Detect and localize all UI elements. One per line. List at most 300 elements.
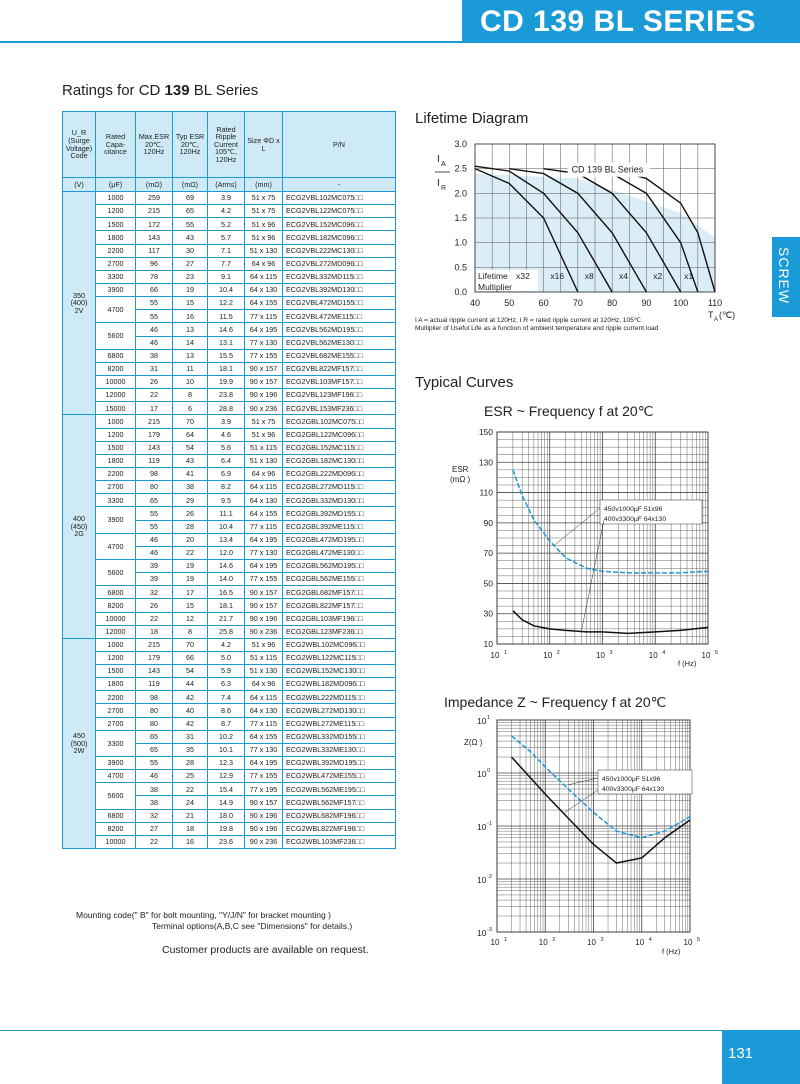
table-row bbox=[63, 625, 396, 638]
part-number-cell: ECG2WBL272MD130□□ bbox=[283, 704, 396, 717]
size-cell: 77 x 155 bbox=[245, 573, 283, 586]
capacitance-cell: 1000 bbox=[96, 415, 136, 428]
typ-esr-cell: 54 bbox=[173, 441, 208, 454]
typ-esr-cell: 22 bbox=[173, 546, 208, 559]
size-cell: 90 x 157 bbox=[245, 362, 283, 375]
size-cell: 64 x 195 bbox=[245, 559, 283, 572]
part-number-cell: ECG2WBL222MD115□□ bbox=[283, 691, 396, 704]
table-row bbox=[63, 717, 396, 730]
legend-label: 400v3300μF 64x130 bbox=[604, 516, 667, 523]
size-cell: 51 x 115 bbox=[245, 441, 283, 454]
capacitance-cell: 15000 bbox=[96, 402, 136, 415]
size-cell: 90 x 196 bbox=[245, 612, 283, 625]
typ-esr-cell: 70 bbox=[173, 415, 208, 428]
ripple-current-cell: 8.6 bbox=[208, 704, 245, 717]
impedance-chart bbox=[440, 712, 740, 957]
typ-esr-cell: 29 bbox=[173, 494, 208, 507]
ripple-current-cell: 23.8 bbox=[208, 389, 245, 402]
ripple-current-cell: 12.0 bbox=[208, 546, 245, 559]
esr-chart bbox=[440, 420, 740, 670]
table-row bbox=[63, 375, 396, 388]
voltage-group-cell bbox=[63, 415, 96, 638]
ripple-current-cell: 14.0 bbox=[208, 573, 245, 586]
size-cell: 77 x 130 bbox=[245, 546, 283, 559]
y-tick-label: 3.0 bbox=[454, 139, 467, 149]
part-number-cell: ECG2VBL153MF236□□ bbox=[283, 402, 396, 415]
capacitance-cell: 4700 bbox=[96, 533, 136, 559]
x-tick-exp: 1 bbox=[504, 650, 508, 656]
typ-esr-cell: 40 bbox=[173, 704, 208, 717]
capacitance-cell: 2700 bbox=[96, 257, 136, 270]
x-tick-label: 10 bbox=[490, 651, 500, 660]
table-row bbox=[63, 704, 396, 717]
max-esr-cell: 98 bbox=[136, 467, 173, 480]
ripple-current-cell: 16.5 bbox=[208, 586, 245, 599]
table-row bbox=[63, 730, 396, 743]
table-body bbox=[63, 192, 396, 849]
typ-esr-cell: 16 bbox=[173, 835, 208, 848]
size-cell: 64 x 155 bbox=[245, 507, 283, 520]
part-number-cell: ECG2GBL122MC096□□ bbox=[283, 428, 396, 441]
capacitance-cell: 6800 bbox=[96, 586, 136, 599]
table-row bbox=[63, 822, 396, 835]
table-row bbox=[63, 257, 396, 270]
x-tick-label: 40 bbox=[469, 298, 481, 308]
voltage-group-cell bbox=[63, 638, 96, 848]
ripple-current-cell: 10.1 bbox=[208, 743, 245, 756]
table-row bbox=[63, 481, 396, 494]
typ-esr-cell: 41 bbox=[173, 467, 208, 480]
size-cell: 90 x 196 bbox=[245, 809, 283, 822]
part-number-cell: ECG2WBL272ME115□□ bbox=[283, 717, 396, 730]
ratings-title-post: BL Series bbox=[189, 82, 259, 99]
part-number-cell: ECG2WBL682MF196□□ bbox=[283, 809, 396, 822]
max-esr-cell: 80 bbox=[136, 704, 173, 717]
x-tick-label: 10 bbox=[648, 651, 658, 660]
max-esr-cell: 32 bbox=[136, 586, 173, 599]
capacitance-cell: 8200 bbox=[96, 822, 136, 835]
legend-label: 450v1000μF 51x96 bbox=[604, 506, 663, 513]
lifetime-footnote: Multiplier of Useful Life as a function of ambient temperature and ripple current load bbox=[415, 325, 659, 332]
ripple-current-cell: 12.2 bbox=[208, 297, 245, 310]
table-row bbox=[63, 415, 396, 428]
max-esr-cell: 22 bbox=[136, 612, 173, 625]
max-esr-cell: 18 bbox=[136, 625, 173, 638]
max-esr-cell: 80 bbox=[136, 717, 173, 730]
y-label-bottom-sub: R bbox=[441, 185, 447, 192]
ripple-current-cell: 6.9 bbox=[208, 467, 245, 480]
ripple-current-cell: 15.5 bbox=[208, 349, 245, 362]
table-row bbox=[63, 467, 396, 480]
table-row bbox=[63, 389, 396, 402]
capacitance-cell: 1000 bbox=[96, 638, 136, 651]
capacitance-cell: 12000 bbox=[96, 389, 136, 402]
y-axis-label: Z(Ω ) bbox=[464, 738, 483, 747]
part-number-cell: ECG2GBL562MD195□□ bbox=[283, 559, 396, 572]
table-row bbox=[63, 454, 396, 467]
max-esr-cell: 259 bbox=[136, 192, 173, 205]
typ-esr-cell: 17 bbox=[173, 586, 208, 599]
page-number: 131 bbox=[722, 1031, 800, 1084]
series-title: CD 139 BL SERIES bbox=[462, 0, 800, 43]
x-tick-exp: 3 bbox=[609, 650, 613, 656]
capacitance-cell: 4700 bbox=[96, 770, 136, 783]
size-cell: 77 x 130 bbox=[245, 336, 283, 349]
ripple-current-cell: 9.1 bbox=[208, 270, 245, 283]
max-esr-cell: 66 bbox=[136, 283, 173, 296]
x-unit-post: (℃) bbox=[719, 310, 736, 320]
part-number-cell: ECG2GBL392ME115□□ bbox=[283, 520, 396, 533]
table-row bbox=[63, 783, 396, 796]
size-cell: 64 x 155 bbox=[245, 297, 283, 310]
capacitance-cell: 1800 bbox=[96, 231, 136, 244]
table-row bbox=[63, 494, 396, 507]
size-cell: 51 x 96 bbox=[245, 638, 283, 651]
ripple-current-cell: 19.9 bbox=[208, 375, 245, 388]
ripple-current-cell: 15.4 bbox=[208, 783, 245, 796]
ripple-current-cell: 3.9 bbox=[208, 415, 245, 428]
typ-esr-cell: 16 bbox=[173, 310, 208, 323]
part-number-cell: ECG2VBL472MD155□□ bbox=[283, 297, 396, 310]
x-tick-exp: 1 bbox=[504, 937, 508, 943]
voltage-label: 2G bbox=[74, 529, 84, 539]
y-tick-label: 0.0 bbox=[454, 287, 467, 297]
typ-esr-cell: 6 bbox=[173, 402, 208, 415]
ripple-current-cell: 19.8 bbox=[208, 822, 245, 835]
size-cell: 90 x 196 bbox=[245, 389, 283, 402]
size-cell: 77 x 195 bbox=[245, 783, 283, 796]
typ-esr-cell: 35 bbox=[173, 743, 208, 756]
max-esr-cell: 22 bbox=[136, 389, 173, 402]
ripple-current-cell: 13.1 bbox=[208, 336, 245, 349]
y-tick-label: 10 bbox=[477, 822, 487, 832]
capacitance-cell: 1500 bbox=[96, 218, 136, 231]
column-unit: - bbox=[283, 178, 396, 192]
table-row bbox=[63, 665, 396, 678]
size-cell: 90 x 157 bbox=[245, 375, 283, 388]
ripple-current-cell: 10.4 bbox=[208, 520, 245, 533]
max-esr-cell: 119 bbox=[136, 454, 173, 467]
part-number-cell: ECG2GBL682MF157□□ bbox=[283, 586, 396, 599]
table-row bbox=[63, 612, 396, 625]
column-header: Max.ESR 20℃, 120Hz bbox=[136, 112, 173, 178]
table-row bbox=[63, 559, 396, 572]
part-number-cell: ECG2WBL562MF157□□ bbox=[283, 796, 396, 809]
x-tick-label: 50 bbox=[504, 298, 515, 308]
max-esr-cell: 172 bbox=[136, 218, 173, 231]
table-row bbox=[63, 244, 396, 257]
capacitance-cell: 1500 bbox=[96, 441, 136, 454]
typ-esr-cell: 13 bbox=[173, 323, 208, 336]
ripple-current-cell: 21.7 bbox=[208, 612, 245, 625]
y-axis-unit: (mΩ ) bbox=[450, 475, 471, 484]
part-number-cell: ECG2GBL472MD195□□ bbox=[283, 533, 396, 546]
voltage-label: 2V bbox=[74, 305, 84, 315]
y-tick-exp: -1 bbox=[487, 821, 492, 827]
y-tick-label: 1.5 bbox=[454, 213, 467, 223]
max-esr-cell: 65 bbox=[136, 730, 173, 743]
lifetime-footnote: I A = actual ripple current at 120Hz, I R = rated ripple current at 120Hz, 105℃ bbox=[415, 317, 642, 324]
ripple-current-cell: 5.6 bbox=[208, 441, 245, 454]
capacitance-cell: 1000 bbox=[96, 192, 136, 205]
column-header: Rated Capa-citance bbox=[96, 112, 136, 178]
capacitance-cell: 1800 bbox=[96, 678, 136, 691]
ripple-current-cell: 9.5 bbox=[208, 494, 245, 507]
size-cell: 51 x 96 bbox=[245, 428, 283, 441]
capacitance-cell: 1200 bbox=[96, 651, 136, 664]
x-tick-label: 10 bbox=[490, 938, 500, 947]
footer-rule bbox=[0, 1030, 800, 1031]
y-tick-label: 10 bbox=[477, 716, 487, 726]
multiplier-label: x16 bbox=[550, 270, 565, 281]
table-row bbox=[63, 678, 396, 691]
typ-esr-cell: 18 bbox=[173, 822, 208, 835]
size-cell: 64 x 195 bbox=[245, 533, 283, 546]
x-tick-exp: 4 bbox=[662, 650, 666, 656]
max-esr-cell: 117 bbox=[136, 244, 173, 257]
ripple-current-cell: 10.2 bbox=[208, 730, 245, 743]
part-number-cell: ECG2VBL392MD130□□ bbox=[283, 283, 396, 296]
y-tick-exp: -3 bbox=[487, 927, 492, 933]
max-esr-cell: 32 bbox=[136, 809, 173, 822]
max-esr-cell: 65 bbox=[136, 494, 173, 507]
typ-esr-cell: 22 bbox=[173, 783, 208, 796]
capacitance-cell: 6800 bbox=[96, 809, 136, 822]
capacitance-cell: 5600 bbox=[96, 559, 136, 585]
ripple-current-cell: 4.2 bbox=[208, 638, 245, 651]
typ-esr-cell: 43 bbox=[173, 454, 208, 467]
typ-esr-cell: 14 bbox=[173, 336, 208, 349]
table-row bbox=[63, 349, 396, 362]
ripple-current-cell: 3.9 bbox=[208, 192, 245, 205]
part-number-cell: ECG2VBL562MD195□□ bbox=[283, 323, 396, 336]
voltage-label: (400) bbox=[70, 298, 88, 308]
mounting-code-note: Mounting code(" B" for bolt mounting, "Y/J/N" for bracket mounting ) bbox=[76, 910, 331, 920]
typ-esr-cell: 54 bbox=[173, 665, 208, 678]
column-unit: (mΩ) bbox=[173, 178, 208, 192]
part-number-cell: ECG2VBL682ME155□□ bbox=[283, 349, 396, 362]
capacitance-cell: 10000 bbox=[96, 375, 136, 388]
typ-esr-cell: 24 bbox=[173, 796, 208, 809]
y-tick-exp: 1 bbox=[487, 715, 491, 721]
table-row bbox=[63, 231, 396, 244]
customer-note: Customer products are available on request. bbox=[162, 944, 369, 956]
x-tick-label: 10 bbox=[538, 938, 548, 947]
ripple-current-cell: 18.1 bbox=[208, 599, 245, 612]
size-cell: 77 x 115 bbox=[245, 717, 283, 730]
table-row bbox=[63, 402, 396, 415]
max-esr-cell: 38 bbox=[136, 783, 173, 796]
ripple-current-cell: 7.7 bbox=[208, 257, 245, 270]
typ-esr-cell: 12 bbox=[173, 612, 208, 625]
part-number-cell: ECG2WBL122MC115□□ bbox=[283, 651, 396, 664]
max-esr-cell: 78 bbox=[136, 270, 173, 283]
typ-esr-cell: 19 bbox=[173, 573, 208, 586]
max-esr-cell: 22 bbox=[136, 835, 173, 848]
size-cell: 51 x 130 bbox=[245, 454, 283, 467]
column-unit: (mm) bbox=[245, 178, 283, 192]
y-tick-label: 10 bbox=[477, 875, 487, 885]
max-esr-cell: 143 bbox=[136, 441, 173, 454]
typ-esr-cell: 10 bbox=[173, 375, 208, 388]
max-esr-cell: 39 bbox=[136, 573, 173, 586]
typ-esr-cell: 8 bbox=[173, 625, 208, 638]
capacitance-cell: 2700 bbox=[96, 481, 136, 494]
size-cell: 64 x 130 bbox=[245, 494, 283, 507]
typ-esr-cell: 43 bbox=[173, 231, 208, 244]
column-unit: (V) bbox=[63, 178, 96, 192]
header-rule bbox=[0, 41, 800, 43]
typ-esr-cell: 38 bbox=[173, 481, 208, 494]
impedance-chart-title: Impedance Z ~ Frequency f at 20℃ bbox=[444, 694, 667, 710]
size-cell: 64 x 115 bbox=[245, 481, 283, 494]
terminal-options-note: Terminal options(A,B,C see "Dimensions" for details.) bbox=[152, 921, 353, 931]
typ-esr-cell: 65 bbox=[173, 205, 208, 218]
table-row bbox=[63, 691, 396, 704]
part-number-cell: ECG2GBL562ME155□□ bbox=[283, 573, 396, 586]
max-esr-cell: 38 bbox=[136, 349, 173, 362]
capacitance-cell: 8200 bbox=[96, 599, 136, 612]
capacitance-cell: 1200 bbox=[96, 205, 136, 218]
x-tick-exp: 3 bbox=[600, 937, 604, 943]
ripple-current-cell: 5.0 bbox=[208, 651, 245, 664]
ripple-current-cell: 6.3 bbox=[208, 678, 245, 691]
y-axis-label: ESR bbox=[452, 465, 469, 474]
x-unit: T bbox=[708, 310, 714, 320]
ripple-current-cell: 18.0 bbox=[208, 809, 245, 822]
part-number-cell: ECG2VBL822MF157□□ bbox=[283, 362, 396, 375]
y-tick-label: 50 bbox=[483, 578, 493, 589]
max-esr-cell: 143 bbox=[136, 665, 173, 678]
typ-esr-cell: 19 bbox=[173, 559, 208, 572]
typ-esr-cell: 23 bbox=[173, 270, 208, 283]
side-tab-label: SCREW bbox=[776, 247, 792, 305]
size-cell: 77 x 130 bbox=[245, 743, 283, 756]
ripple-current-cell: 25.8 bbox=[208, 625, 245, 638]
y-tick-label: 1.0 bbox=[454, 237, 467, 248]
part-number-cell: ECG2GBL472ME130□□ bbox=[283, 546, 396, 559]
size-cell: 51 x 115 bbox=[245, 651, 283, 664]
max-esr-cell: 38 bbox=[136, 796, 173, 809]
capacitance-cell: 5600 bbox=[96, 323, 136, 349]
size-cell: 64 x 96 bbox=[245, 467, 283, 480]
table-units-row bbox=[63, 178, 396, 192]
part-number-cell: ECG2GBL392MD155□□ bbox=[283, 507, 396, 520]
multiplier-label: x8 bbox=[584, 270, 594, 281]
ripple-current-cell: 14.6 bbox=[208, 559, 245, 572]
typical-curves-title: Typical Curves bbox=[415, 374, 514, 391]
capacitance-cell: 1800 bbox=[96, 454, 136, 467]
part-number-cell: ECG2WBL472ME155□□ bbox=[283, 770, 396, 783]
max-esr-cell: 55 bbox=[136, 520, 173, 533]
x-tick-label: 90 bbox=[641, 298, 652, 308]
ripple-current-cell: 12.3 bbox=[208, 757, 245, 770]
typ-esr-cell: 31 bbox=[173, 730, 208, 743]
size-cell: 51 x 96 bbox=[245, 231, 283, 244]
voltage-label: 450 bbox=[73, 731, 85, 741]
table-row bbox=[63, 205, 396, 218]
size-cell: 90 x 196 bbox=[245, 822, 283, 835]
column-unit: (mΩ) bbox=[136, 178, 173, 192]
max-esr-cell: 46 bbox=[136, 336, 173, 349]
ratings-title-bold: 139 bbox=[164, 82, 190, 99]
typ-esr-cell: 55 bbox=[173, 218, 208, 231]
size-cell: 51 x 130 bbox=[245, 665, 283, 678]
part-number-cell: ECG2VBL103MF157□□ bbox=[283, 375, 396, 388]
legend-leader bbox=[554, 508, 600, 546]
capacitance-cell: 3900 bbox=[96, 283, 136, 296]
x-tick-label: 110 bbox=[707, 298, 723, 308]
size-cell: 64 x 96 bbox=[245, 678, 283, 691]
ripple-current-cell: 28.8 bbox=[208, 402, 245, 415]
max-esr-cell: 26 bbox=[136, 599, 173, 612]
capacitance-cell: 3300 bbox=[96, 270, 136, 283]
max-esr-cell: 80 bbox=[136, 481, 173, 494]
table-row bbox=[63, 270, 396, 283]
voltage-group-cell bbox=[63, 192, 96, 415]
typ-esr-cell: 27 bbox=[173, 257, 208, 270]
part-number-cell: ECG2VBL222MC130□□ bbox=[283, 244, 396, 257]
max-esr-cell: 143 bbox=[136, 231, 173, 244]
typ-esr-cell: 28 bbox=[173, 757, 208, 770]
size-cell: 64 x 130 bbox=[245, 283, 283, 296]
max-esr-cell: 215 bbox=[136, 205, 173, 218]
ripple-current-cell: 11.5 bbox=[208, 310, 245, 323]
table-row bbox=[63, 770, 396, 783]
ripple-current-cell: 11.1 bbox=[208, 507, 245, 520]
y-label-top: I bbox=[437, 154, 440, 165]
table-row bbox=[63, 507, 396, 520]
capacitance-cell: 1500 bbox=[96, 665, 136, 678]
y-tick-label: 130 bbox=[478, 457, 493, 468]
ripple-current-cell: 12.9 bbox=[208, 770, 245, 783]
table-row bbox=[63, 323, 396, 336]
table-row bbox=[63, 297, 396, 310]
typ-esr-cell: 13 bbox=[173, 349, 208, 362]
y-tick-label: 30 bbox=[483, 608, 493, 619]
part-number-cell: ECG2WBL332MD155□□ bbox=[283, 730, 396, 743]
part-number-cell: ECG2GBL222MD096□□ bbox=[283, 467, 396, 480]
size-cell: 90 x 157 bbox=[245, 796, 283, 809]
max-esr-cell: 215 bbox=[136, 415, 173, 428]
legend-label: 400v3300μF 64x130 bbox=[602, 786, 665, 793]
y-tick-label: 2.5 bbox=[454, 163, 467, 174]
x-tick-label: 100 bbox=[673, 298, 689, 308]
y-label-top-sub: A bbox=[441, 161, 446, 168]
max-esr-cell: 55 bbox=[136, 310, 173, 323]
max-esr-cell: 119 bbox=[136, 678, 173, 691]
max-esr-cell: 55 bbox=[136, 757, 173, 770]
voltage-label: 400 bbox=[73, 514, 85, 524]
lifetime-chart bbox=[410, 130, 780, 345]
part-number-cell: ECG2GBL822MF157□□ bbox=[283, 599, 396, 612]
max-esr-cell: 26 bbox=[136, 375, 173, 388]
part-number-cell: ECG2VBL472ME115□□ bbox=[283, 310, 396, 323]
table-row bbox=[63, 218, 396, 231]
capacitance-cell: 5600 bbox=[96, 783, 136, 809]
table-row bbox=[63, 757, 396, 770]
x-tick-label: 10 bbox=[683, 938, 693, 947]
ripple-current-cell: 7.1 bbox=[208, 244, 245, 257]
typ-esr-cell: 28 bbox=[173, 520, 208, 533]
y-tick-exp: 0 bbox=[487, 768, 491, 774]
ripple-current-cell: 18.1 bbox=[208, 362, 245, 375]
ripple-current-cell: 7.4 bbox=[208, 691, 245, 704]
part-number-cell: ECG2VBL182MC096□□ bbox=[283, 231, 396, 244]
y-tick-label: 150 bbox=[478, 427, 493, 437]
capacitance-cell: 10000 bbox=[96, 835, 136, 848]
legend-line: Multiplier bbox=[478, 281, 513, 292]
